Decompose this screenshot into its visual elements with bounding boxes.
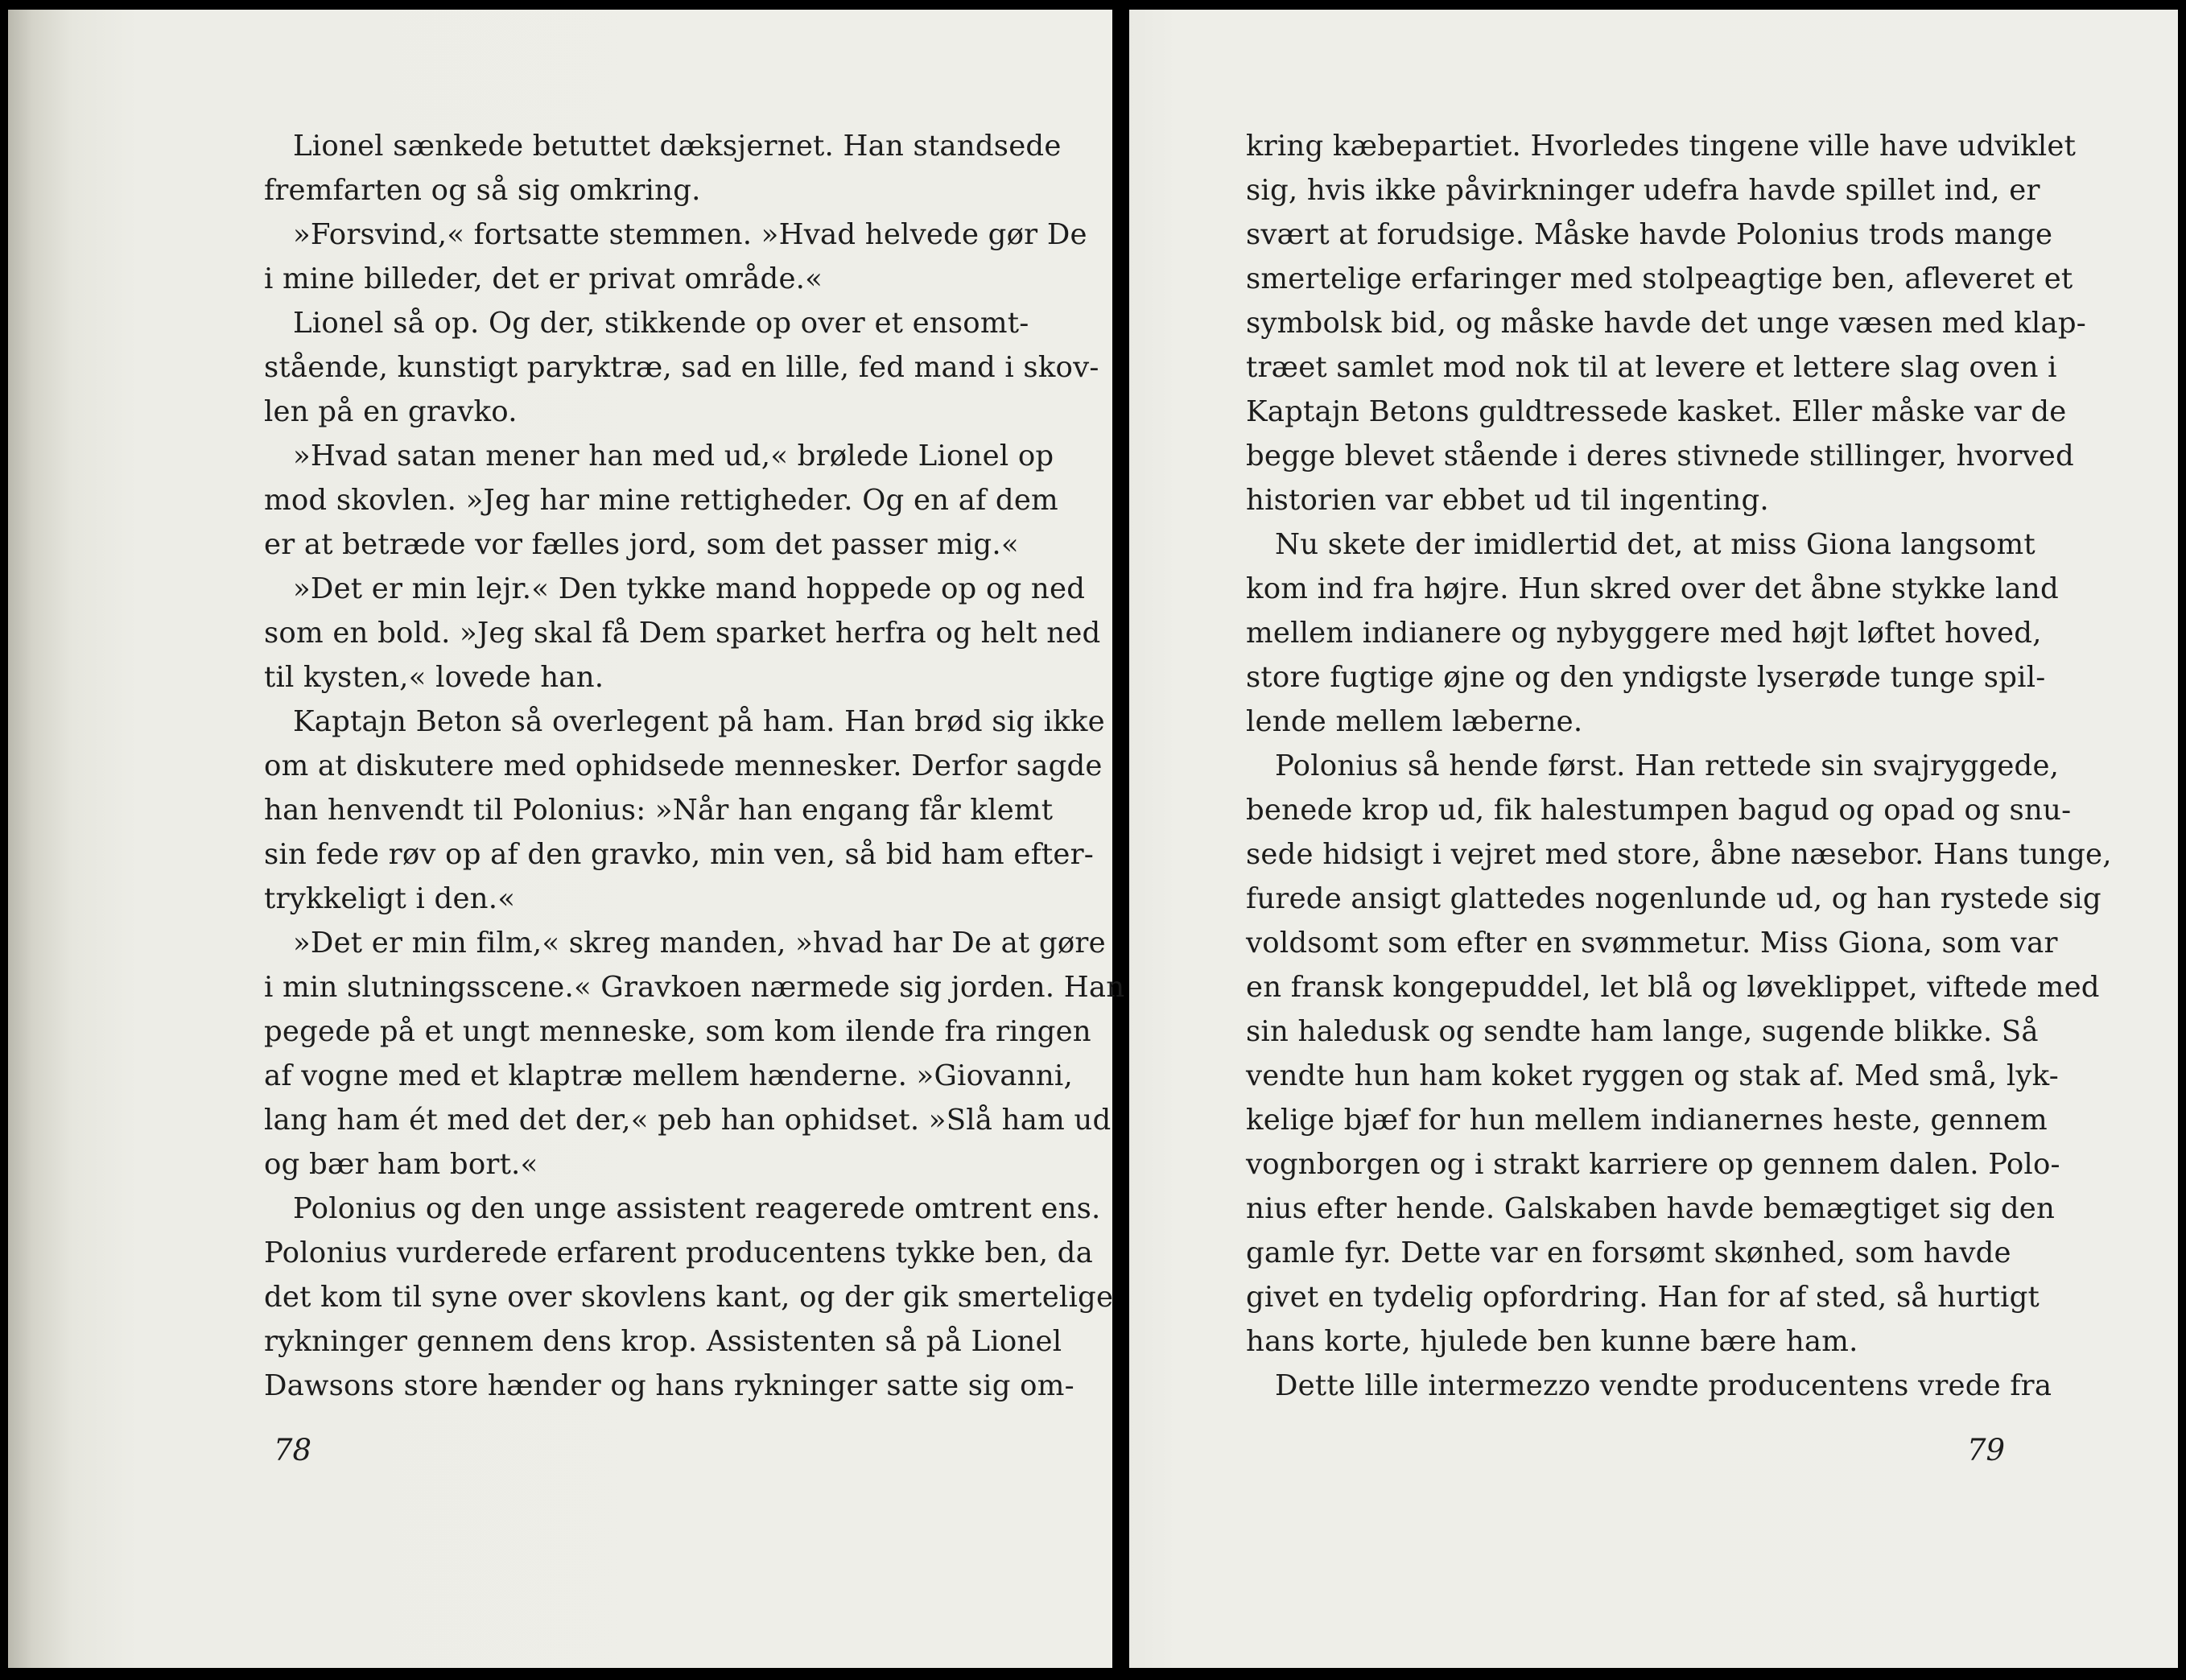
text-line: trykkeligt i den.« [264, 882, 516, 915]
text-line: store fugtige øjne og den yndigste lyserøde tunge spil- [1246, 661, 2046, 694]
paragraph [1246, 1364, 2052, 1408]
text-line: er at betræde vor fælles jord, som det passer mig.« [264, 528, 1019, 561]
text-line: Polonius og den unge assistent reagerede omtrent ens. [293, 1192, 1101, 1225]
text-line: pegede på et ungt menneske, som kom ilende fra ringen [264, 1015, 1091, 1048]
text-line: og bær ham bort.« [264, 1148, 538, 1181]
text-line: kring kæbepartiet. Hvorledes tingene ville have udviklet [1246, 130, 2077, 163]
text-line: fremfarten og så sig omkring. [264, 174, 701, 207]
text-line: sin haledusk og sendte ham lange, sugende blikke. Så [1246, 1015, 2039, 1048]
text-line: i min slutningsscene.« Gravkoen nærmede sig jorden. Han [264, 971, 1125, 1004]
text-line: det kom til syne over skovlens kant, og der gik smertelige [264, 1281, 1114, 1314]
text-line: begge blevet stående i deres stivnede stillinger, hvorved [1246, 440, 2074, 473]
text-line: svært at forudsige. Måske havde Polonius trods mange [1246, 218, 2053, 251]
page-number-right: 79 [1967, 1433, 2006, 1467]
text-line: som en bold. »Jeg skal få Dem sparket herfra og helt ned [264, 617, 1101, 650]
paragraph [264, 213, 1087, 301]
text-line: Kaptajn Betons guldtressede kasket. Eller måske var de [1246, 395, 2067, 428]
text-line: sig, hvis ikke påvirkninger udefra havde spillet ind, er [1246, 174, 2040, 207]
text-line: vendte hun ham koket ryggen og stak af. Med små, lyk- [1246, 1059, 2059, 1092]
text-line: mod skovlen. »Jeg har mine rettigheder. Og en af dem [264, 484, 1058, 517]
text-line: »Hvad satan mener han med ud,« brølede Lionel op [293, 440, 1054, 473]
text-line: furede ansigt glattedes nogenlunde ud, og han rystede sig [1246, 882, 2101, 915]
right-page [1129, 10, 2178, 1668]
text-line: lende mellem læberne. [1246, 705, 1583, 738]
paragraph [1246, 522, 2059, 744]
text-line: »Det er min lejr.« Den tykke mand hoppede op og ned [293, 572, 1086, 605]
paragraph [264, 921, 1125, 1187]
text-line: i mine billeder, det er privat område.« [264, 262, 823, 295]
text-line: len på en gravko. [264, 395, 518, 428]
right-page-text [1246, 124, 2112, 1408]
text-line: Dette lille intermezzo vendte producentens vrede fra [1275, 1369, 2052, 1402]
paragraph [264, 1187, 1114, 1408]
text-line: nius efter hende. Galskaben havde bemægtiget sig den [1246, 1192, 2056, 1225]
text-line: voldsomt som efter en svømmetur. Miss Giona, som var [1246, 927, 2058, 960]
left-page [8, 10, 1125, 1668]
text-line: symbolsk bid, og måske havde det unge væsen med klap- [1246, 307, 2086, 340]
text-line: benede krop ud, fik halestumpen bagud og opad og snu- [1246, 794, 2072, 827]
text-line: kom ind fra højre. Hun skred over det åbne stykke land [1246, 572, 2059, 605]
paragraph [1246, 124, 2086, 522]
paragraph [264, 434, 1058, 567]
text-line: historien var ebbet ud til ingenting. [1246, 484, 1769, 517]
text-line: vognborgen og i strakt karriere op gennem dalen. Polo- [1246, 1148, 2060, 1181]
text-line: »Det er min film,« skreg manden, »hvad har De at gøre [293, 927, 1106, 960]
text-line: gamle fyr. Dette var en forsømt skønhed, som havde [1246, 1236, 2011, 1269]
text-line: Dawsons store hænder og hans rykninger satte sig om- [264, 1369, 1074, 1402]
paragraph [264, 700, 1105, 921]
text-line: sede hidsigt i vejret med store, åbne næsebor. Hans tunge, [1246, 838, 2112, 871]
text-line: stående, kunstigt paryktræ, sad en lille, fed mand i skov- [264, 351, 1099, 384]
text-line: Kaptajn Beton så overlegent på ham. Han brød sig ikke [293, 705, 1105, 738]
text-line: Nu skete der imidlertid det, at miss Giona langsomt [1275, 528, 2035, 561]
text-line: af vogne med et klaptræ mellem hænderne. »Giovanni, [264, 1059, 1073, 1092]
text-line: mellem indianere og nybyggere med højt løftet hoved, [1246, 617, 2042, 650]
text-line: Lionel sænkede betuttet dæksjernet. Han standsede [293, 130, 1062, 163]
page-number-left: 78 [274, 1433, 312, 1467]
text-line: Polonius så hende først. Han rettede sin svajryggede, [1275, 749, 2060, 782]
text-line: Polonius vurderede erfarent producentens tykke ben, da [264, 1236, 1093, 1269]
left-page-text [264, 124, 1125, 1408]
text-line: givet en tydelig opfordring. Han for af sted, så hurtigt [1246, 1281, 2040, 1314]
text-line: lang ham ét med det der,« peb han ophidset. »Slå ham ud [264, 1104, 1112, 1137]
text-line: en fransk kongepuddel, let blå og løveklippet, viftede med [1246, 971, 2100, 1004]
text-line: »Forsvind,« fortsatte stemmen. »Hvad helvede gør De [293, 218, 1087, 251]
paragraph [1246, 744, 2112, 1364]
text-line: rykninger gennem dens krop. Assistenten så på Lionel [264, 1325, 1062, 1358]
paragraph [264, 124, 1062, 213]
text-line: kelige bjæf for hun mellem indianernes heste, gennem [1246, 1104, 2048, 1137]
text-line: om at diskutere med ophidsede mennesker. Derfor sagde [264, 749, 1103, 782]
text-line: til kysten,« lovede han. [264, 661, 604, 694]
text-line: træet samlet mod nok til at levere et lettere slag oven i [1246, 351, 2057, 384]
text-line: Lionel så op. Og der, stikkende op over et ensomt- [293, 307, 1029, 340]
text-line: sin fede røv op af den gravko, min ven, så bid ham efter- [264, 838, 1094, 871]
text-line: hans korte, hjulede ben kunne bære ham. [1246, 1325, 1858, 1358]
text-line: han henvendt til Polonius: »Når han engang får klemt [264, 794, 1054, 827]
paragraph [264, 567, 1101, 700]
text-line: smertelige erfaringer med stolpeagtige ben, afleveret et [1246, 262, 2073, 295]
paragraph [264, 301, 1099, 434]
